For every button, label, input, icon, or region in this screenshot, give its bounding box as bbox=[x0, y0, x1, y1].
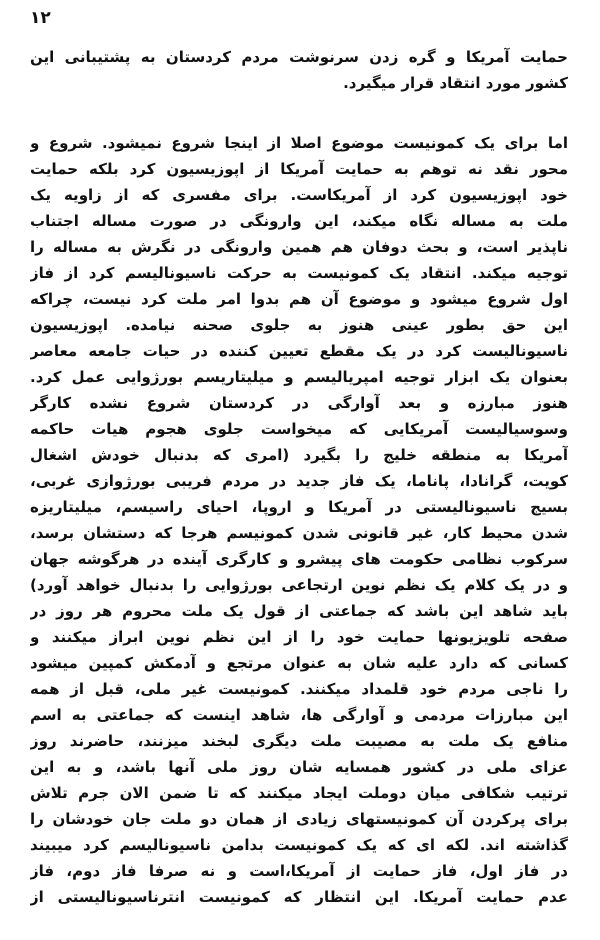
text-line: ترتیب شکافی میان دوملت ایجاد میکنند که تا ضمن الان جرم تلاش bbox=[30, 784, 568, 802]
text-line: کسانی که دارد علیه شان به عنوان مرتجع و آدمکش کمپین میشود bbox=[30, 654, 568, 672]
text-line: سرکوب نظامی حکومت های پیشرو و کارگری آینده در هرگوشه جهان bbox=[30, 550, 568, 568]
text-line: اول شروع میشود و موضوع آن هم بدوا امر ملت کرد نیست، چراکه bbox=[30, 290, 568, 308]
text-line: در فاز اول، فاز حمایت از آمریکا،است و نه صرفا فاز دوم، فاز bbox=[30, 862, 568, 880]
text-line: حمایت آمریکا و گره زدن سرنوشت مردم کردستان به پشتیبانی این bbox=[30, 48, 568, 66]
text-line: و در یک کلام یک نظم نوین ارتجاعی بورژوایی را بدنبال خواهد آورد) bbox=[30, 576, 568, 594]
text-line: هنوز مبارزه و بعد آوارگی در کردستان شروع نشده کارگر bbox=[30, 394, 568, 412]
text-line: باید شاهد این باشد که جماعتی از قول یک ملت محروم هر روز در bbox=[30, 602, 568, 620]
text-line: کویت، گرانادا، پاناما، یک فاز جدید در مردم فریبی بورژوازی غربی، bbox=[30, 472, 568, 490]
text-line: اما برای یک کمونیست موضوع اصلا از اینجا شروع نمیشود. شروع و bbox=[30, 134, 568, 152]
text-line: محور نقد نه توهم به حمایت آمریکا از اپوزیسیون کرد بلکه حمایت bbox=[30, 160, 568, 178]
text-line: را ناجی مردم خود قلمداد میکنند. کمونیست غیر ملی، قبل از همه bbox=[30, 680, 568, 698]
text-line: صفحه تلویزیونها حمایت خود را از این نظم نوین ابراز میکنند و bbox=[30, 628, 568, 646]
text-line: شدن محیط کار، غیر قانونی شدن کمونیسم هرجا که دستشان برسد، bbox=[30, 524, 568, 542]
text-line: گذاشته اند. لکه ای که یک کمونیست بدامن ناسیونالیسم کرد میبیند bbox=[30, 836, 568, 854]
text-line: عزای ملی در کشور همسایه شان روز ملی آنها باشد، و به این bbox=[30, 758, 568, 776]
text-line: این مبارزات مردمی و آوارگی ها، شاهد اینست که جماعتی به اسم bbox=[30, 706, 568, 724]
text-line: بسیج ناسیونالیستی در آمریکا و اروپا، احیای راسیسم، میلیتاریزه bbox=[30, 498, 568, 516]
text-line: خود اپوزیسیون کرد از آمریکاست. برای مفسری که از زاویه یک bbox=[30, 186, 568, 204]
text-line: کشور مورد انتقاد قرار میگیرد. bbox=[343, 74, 568, 92]
page-number: ۱۲ bbox=[30, 8, 51, 28]
text-line: ملت به مساله نگاه میکند، این وارونگی در صورت مساله اجتناب bbox=[30, 212, 568, 230]
text-line: منافع یک ملت به مصیبت ملت دیگری لبخند میزنند، حاضرند روز bbox=[30, 732, 568, 750]
text-line: آمریکا به منطقه خلیج را بگیرد (امری که بدنبال خودش اشغال bbox=[30, 446, 568, 464]
text-line: وسوسیالیست آمریکایی که میخواست جلوی هجوم هیات حاکمه bbox=[30, 420, 568, 438]
paragraph-1 bbox=[30, 44, 568, 96]
text-line: ناسیونالیست کرد در یک مقطع تعیین کننده در حیات جامعه معاصر bbox=[30, 342, 568, 360]
text-line: بعنوان یک ابزار توجیه امپریالیسم و میلیتاریسم بورژوایی عمل کرد. bbox=[30, 368, 568, 386]
text-line: توجیه میکند. انتقاد یک کمونیست به حرکت ناسیونالیسم کرد از فاز bbox=[30, 264, 568, 282]
text-line: عدم حمایت آمریکا. این انتظار که کمونیست انترناسیونالیستی از bbox=[30, 888, 568, 906]
paragraph-2 bbox=[30, 130, 568, 910]
text-line: برای پرکردن آن کمونیستهای زیادی از همان دو ملت جان خودشان را bbox=[30, 810, 568, 828]
text-line: ناپذیر است، و بحث دوفان هم همین وارونگی در نگرش به مساله را bbox=[30, 238, 568, 256]
text-line: این حق بطور عینی هنوز به جلوی صحنه نیامده. اپوزیسیون bbox=[30, 316, 568, 334]
